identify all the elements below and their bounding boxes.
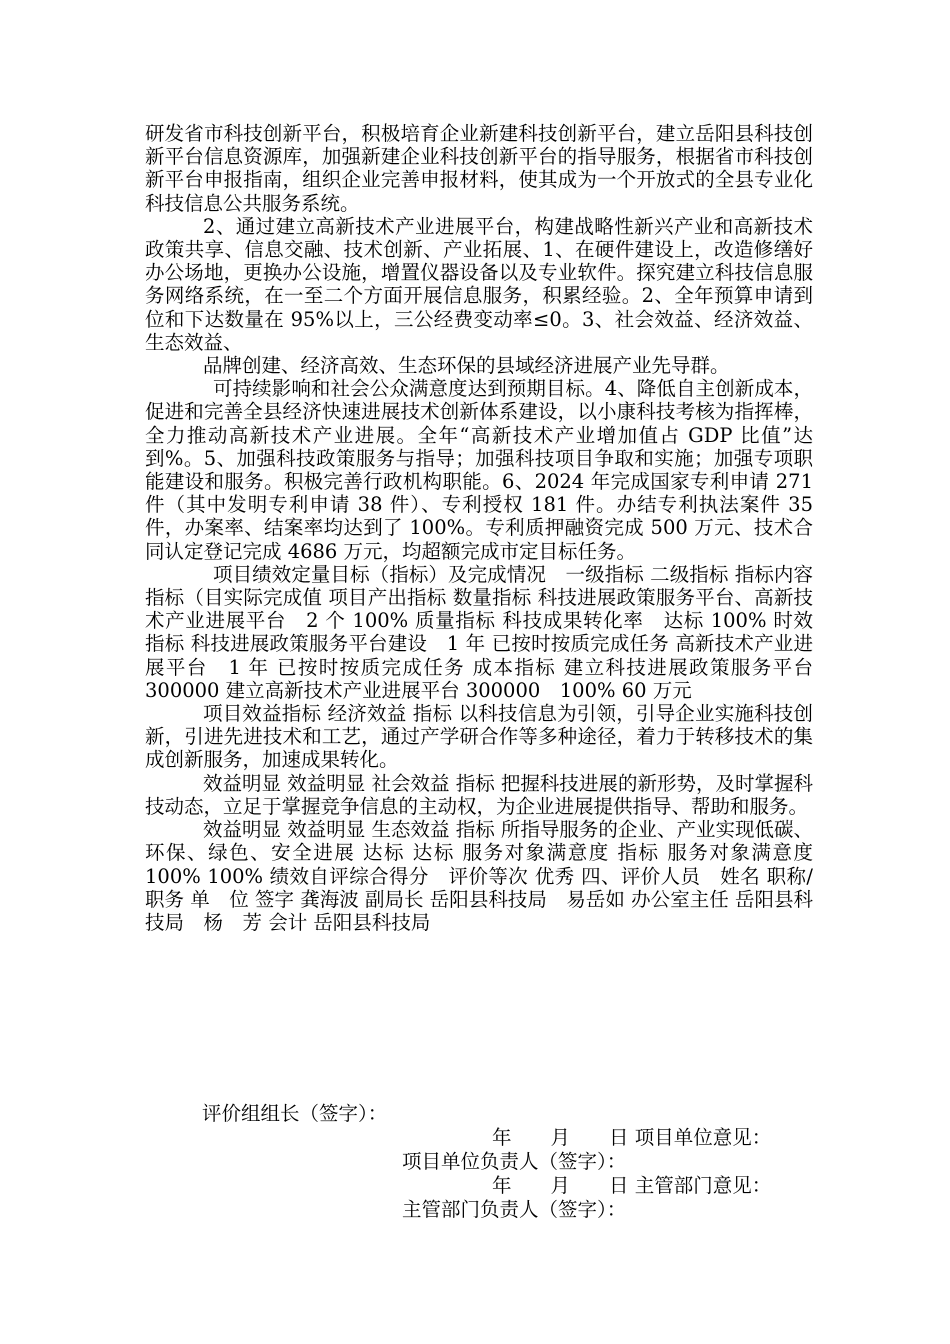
unit-opinion-date: 年 月 日 项目单位意见： <box>492 1126 772 1149</box>
paragraph-3: 品牌创建、经济高效、生态环保的县域经济进展产业先导群。 <box>203 354 730 378</box>
paragraph-8: 效益明显 效益明显 生态效益 指标 所指导服务的企业、产业实现低碳、环保、绿色、安全进展 达标 达标 服务对象满意度 指标 服务对象满意度 100% 100% 绩效自评综合得分 评价等次 优秀 四、评价人员 姓名 职称/职务 单 位 签字 龚海波 副局长 岳阳县科技局 易岳如 办公室主任 岳阳县科技局 杨 芳 会计 岳阳县科技局 <box>145 818 813 934</box>
department-head-signature: 主管部门负责人（签字）： <box>402 1198 627 1221</box>
paragraph-5: 项目绩效定量目标（指标）及完成情况 一级指标 二级指标 指标内容 指标（目实际完成值 项目产出指标 数量指标 科技进展政策服务平台、高新技术产业进展平台 2 个 100% 质量指标 科技成果转化率 达标 100% 时效指标 科技进展政策服务平台建设 1 年 已按时按质完成任务 高新技术产业进展平台 1 年 已按时按质完成任务 成本指标 建立科技进展政策服务平台 300000 建立高新技术产业进展平台 300000 100% 60 万元 <box>145 562 813 702</box>
paragraph-6: 项目效益指标 经济效益 指标 以科技信息为引领，引导企业实施科技创新，引进先进技术和工艺，通过产学研合作等多种途径，着力于转移技术的集成创新服务，加速成果转化。 <box>145 702 813 772</box>
department-opinion-date: 年 月 日 主管部门意见： <box>492 1174 772 1197</box>
document-body <box>145 122 813 934</box>
paragraph-4: 可持续影响和社会公众满意度达到预期目标。4、降低自主创新成本，促进和完善全县经济快速进展技术创新体系建设，以小康科技考核为指挥棒，全力推动高新技术产业进展。全年“高新技术产业增加值占 GDP 比值”达到%。5、加强科技政策服务与指导；加强科技项目争取和实施；加强专项职能建设和服务。积极完善行政机构职能。6、2024 年完成国家专利申请 271 件（其中发明专利申请 38 件）、专利授权 181 件。办结专利执法案件 35 件，办案率、结案率均达到了 100%。专利质押融资完成 500 万元、技术合同认定登记完成 4686 万元，均超额完成市定目标任务。 <box>145 377 813 563</box>
paragraph-7: 效益明显 效益明显 社会效益 指标 把握科技进展的新形势，及时掌握科技动态，立足于掌握竞争信息的主动权，为企业进展提供指导、帮助和服务。 <box>145 771 813 818</box>
evaluation-leader-signature: 评价组组长（签字）： <box>202 1102 388 1125</box>
paragraph-1: 研发省市科技创新平台，积极培育企业新建科技创新平台，建立岳阳县科技创新平台信息资源库，加强新建企业科技创新平台的指导服务，根据省市科技创新平台申报指南，组织企业完善申报材料，使其成为一个开放式的全县专业化科技信息公共服务系统。 <box>145 122 813 215</box>
paragraph-2: 2、通过建立高新技术产业进展平台，构建战略性新兴产业和高新技术政策共享、信息交融、技术创新、产业拓展、1、在硬件建设上，改造修缮好办公场地，更换办公设施，增置仪器设备以及专业软件。探究建立科技信息服务网络系统，在一至二个方面开展信息服务，积累经验。2、全年预算申请到位和下达数量在 95%以上，三公经费变动率≤0。3、社会效益、经济效益、生态效益、 <box>145 214 813 354</box>
unit-head-signature: 项目单位负责人（签字）： <box>402 1150 627 1173</box>
